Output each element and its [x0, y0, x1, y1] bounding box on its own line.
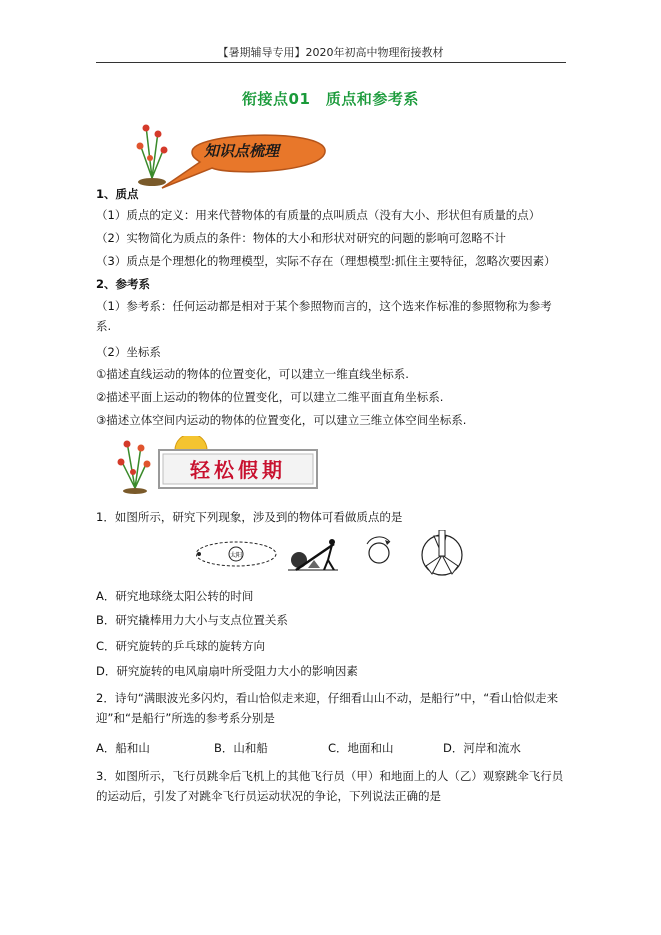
relax-banner-graphic [113, 436, 328, 494]
relax-banner [113, 436, 328, 494]
section2-heading: 2、参考系 [96, 277, 151, 291]
section2-line2: （2）坐标系 [96, 345, 161, 359]
flower-icon [137, 125, 168, 187]
q1-figure [196, 530, 466, 580]
section1-line2: （2）实物简化为质点的条件：物体的大小和形状对研究的问题的影响可忽略不计 [96, 231, 506, 245]
page-title: 衔接点01 质点和参考系 [242, 90, 419, 108]
q2-option-d: D．河岸和流水 [443, 741, 521, 755]
lever-diagram [288, 539, 338, 570]
section1-line3: （3）质点是个理想化的物理模型，实际不存在（理想模型:抓住主要特征，忽略次要因素） [96, 254, 556, 268]
section2-line5: ③描述立体空间内运动的物体的位置变化，可以建立三维立体空间坐标系. [96, 413, 467, 427]
q1-stem: 1．如图所示，研究下列现象，涉及到的物体可看做质点的是 [96, 510, 403, 524]
flower-icon [118, 441, 151, 495]
q2-option-a: A．船和山 [96, 741, 150, 755]
section2-line3: ①描述直线运动的物体的位置变化，可以建立一维直线坐标系. [96, 367, 409, 381]
section1-heading: 1、质点 [96, 187, 139, 201]
q1-option-a: A．研究地球绕太阳公转的时间 [96, 589, 254, 603]
q2-stem: 2．诗句“满眼波光多闪灼，看山恰似走来迎，仔细看山山不动，是船行”中，“看山恰似走来迎”和“是船行”所选的参考系分别是 [96, 691, 559, 725]
header-divider [96, 62, 566, 63]
section2-line1: （1）参考系：任何运动都是相对于某个参照物而言的，这个选来作标准的参照物称为参考系. [96, 299, 552, 333]
sun-icon [175, 436, 207, 450]
earth-orbit-diagram [196, 542, 276, 566]
q3-stem: 3．如图所示，飞行员跳伞后飞机上的其他飞行员（甲）和地面上的人（乙）观察跳伞飞行员的运动后，引发了对跳伞飞行员运动状况的争论，下列说法正确的是 [96, 769, 564, 803]
section1-line1: （1）质点的定义：用来代替物体的有质量的点叫质点（没有大小、形状但有质量的点） [96, 208, 541, 222]
q2-option-c: C．地面和山 [328, 741, 394, 755]
q1-option-b: B．研究撬棒用力大小与支点位置关系 [96, 613, 288, 627]
electric-fan-diagram [422, 530, 462, 575]
flower-bubble-graphic [122, 118, 332, 196]
sun-label: 太阳 [229, 552, 243, 559]
spinning-ball-diagram [367, 537, 390, 563]
knowledge-banner-text: 知识点梳理 [204, 142, 280, 160]
page-header: 【暑期辅导专用】2020年初高中物理衔接教材 [217, 46, 444, 59]
relax-banner-text: 轻松假期 [190, 458, 286, 482]
section2-line4: ②描述平面上运动的物体的位置变化，可以建立二维平面直角坐标系. [96, 390, 444, 404]
q1-option-c: C．研究旋转的乒乓球的旋转方向 [96, 639, 266, 653]
knowledge-bubble [122, 118, 332, 196]
q1-option-d: D．研究旋转的电风扇扇叶所受阻力大小的影响因素 [96, 664, 358, 678]
q2-option-b: B．山和船 [214, 741, 268, 755]
